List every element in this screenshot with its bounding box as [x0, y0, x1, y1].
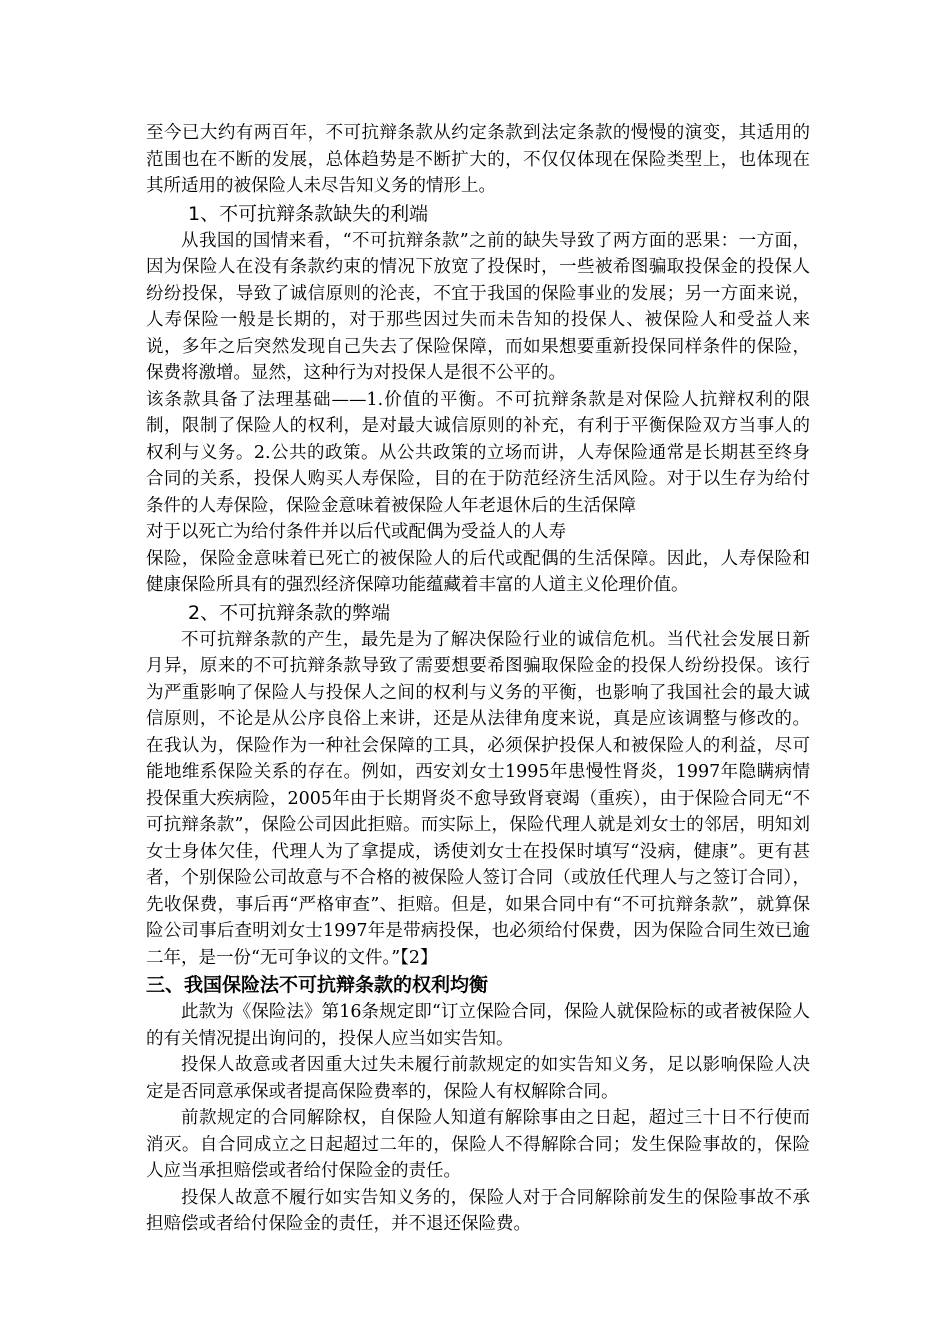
paragraph-life-insurance: 保险，保险金意味着已死亡的被保险人的后代或配偶的生活保障。因此，人寿保险和健康保险所具有的强烈经济保障功能蕴藏着丰富的人道主义伦理价值。 — [146, 548, 810, 595]
paragraph-intentional-breach: 投保人故意不履行如实告知义务的，保险人对于合同解除前发生的保险事故不承担赔偿或者给付保险金的责任，并不退还保险费。 — [146, 1187, 810, 1234]
paragraph-national-situation: 从我国的国情来看，“不可抗辩条款”之前的缺失导致了两方面的恶果：一方面，因为保险人在没有条款约束的情况下放宽了投保时，一些被希图骗取投保金的投保人纷纷投保，导致了诚信原则的沦丧，不宜于我国的保险事业的发展；另一方面来说，人寿保险一般是长期的，对于那些因过失而未告知的投保人、被保险人和受益人来说，多年之后突然发现自己失去了保险保障，而如果想要重新投保同样条件的保险，保费将激增。显然，这种行为对投保人是很不公平的。 — [146, 230, 810, 383]
paragraph-disclosure-duty: 投保人故意或者因重大过失未履行前款规定的如实告知义务，足以影响保险人决定是否同意承保或者提高保险费率的，保险人有权解除合同。 — [146, 1055, 810, 1102]
paragraph-disadvantages: 不可抗辩条款的产生，最先是为了解决保险行业的诚信危机。当代社会发展日新月异，原来的不可抗辩条款导致了需要想要希图骗取保险金的投保人纷纷投保。该行为严重影响了保险人与投保人之间的权利与义务的平衡，也影响了我国社会的最大诚信原则，不论是从公序良俗上来讲，还是从法律角度来说，真是应该调整与修改的。在我认为，保险作为一种社会保障的工具，必须保护投保人和被保险人的利益，尽可能地维系保险关系的存在。例如，西安刘女士1995年患慢性肾炎，1997年隐瞒病情投保重大疾病险，2005年由于长期肾炎不愈导致肾衰竭（重疾），由于保险合同无“不可抗辩条款”，保险公司因此拒赔。而实际上，保险代理人就是刘女士的邻居，明知刘女士身体欠佳，代理人为了拿提成，诱使刘女士在投保时填写“没病，健康”。更有甚者，个别保险公司故意与不合格的被保险人签订合同（或放任代理人与之签订合同），先收保费，事后再“严格审查”、拒赔。但是，如果合同中有“不可抗辩条款”，就算保险公司事后查明刘女士1997年是带病投保，也必须给付保费，因为保险合同生效已逾二年，是一份“无可争议的文件。”【2】 — [146, 629, 810, 968]
paragraph-legal-basis: 该条款具备了法理基础——1.价值的平衡。不可抗辩条款是对保险人抗辩权利的限制，限制了保险人的权利，是对最大诚信原则的补充，有利于平衡保险双方当事人的权利与义务。2.公共的政策。从公共政策的立场而讲，人寿保险通常是长期甚至终身合同的关系，投保人购买人寿保险，目的在于防范经济生活风险。对于以生存为给付条件的人寿保险，保险金意味着被保险人年老退休后的生活保障 — [146, 389, 810, 516]
paragraph-legal-basis-cont: 对于以死亡为给付条件并以后代或配偶为受益人的人寿 — [146, 522, 566, 542]
heading-clause-disadvantages: 2、不可抗辩条款的弊端 — [188, 601, 391, 624]
heading-section-three: 三、我国保险法不可抗辩条款的权利均衡 — [146, 974, 489, 996]
paragraph-article-16: 此款为《保险法》第16条规定即“订立保险合同，保险人就保险标的或者被保险人的有关情况提出询问的，投保人应当如实告知。 — [146, 1002, 810, 1049]
heading-missing-clause-drawbacks: 1、不可抗辩条款缺失的利端 — [188, 202, 429, 225]
document-page — [146, 120, 810, 1238]
paragraph-history: 至今已大约有两百年，不可抗辩条款从约定条款到法定条款的慢慢的演变，其适用的范围也在不断的发展，总体趋势是不断扩大的，不仅仅体现在保险类型上，也体现在其所适用的被保险人未尽告知义务的情形上。 — [146, 123, 810, 196]
paragraph-rescission-right: 前款规定的合同解除权，自保险人知道有解除事由之日起，超过三十日不行使而消灭。自合同成立之日起超过二年的，保险人不得解除合同；发生保险事故的，保险人应当承担赔偿或者给付保险金的责任。 — [146, 1108, 810, 1181]
